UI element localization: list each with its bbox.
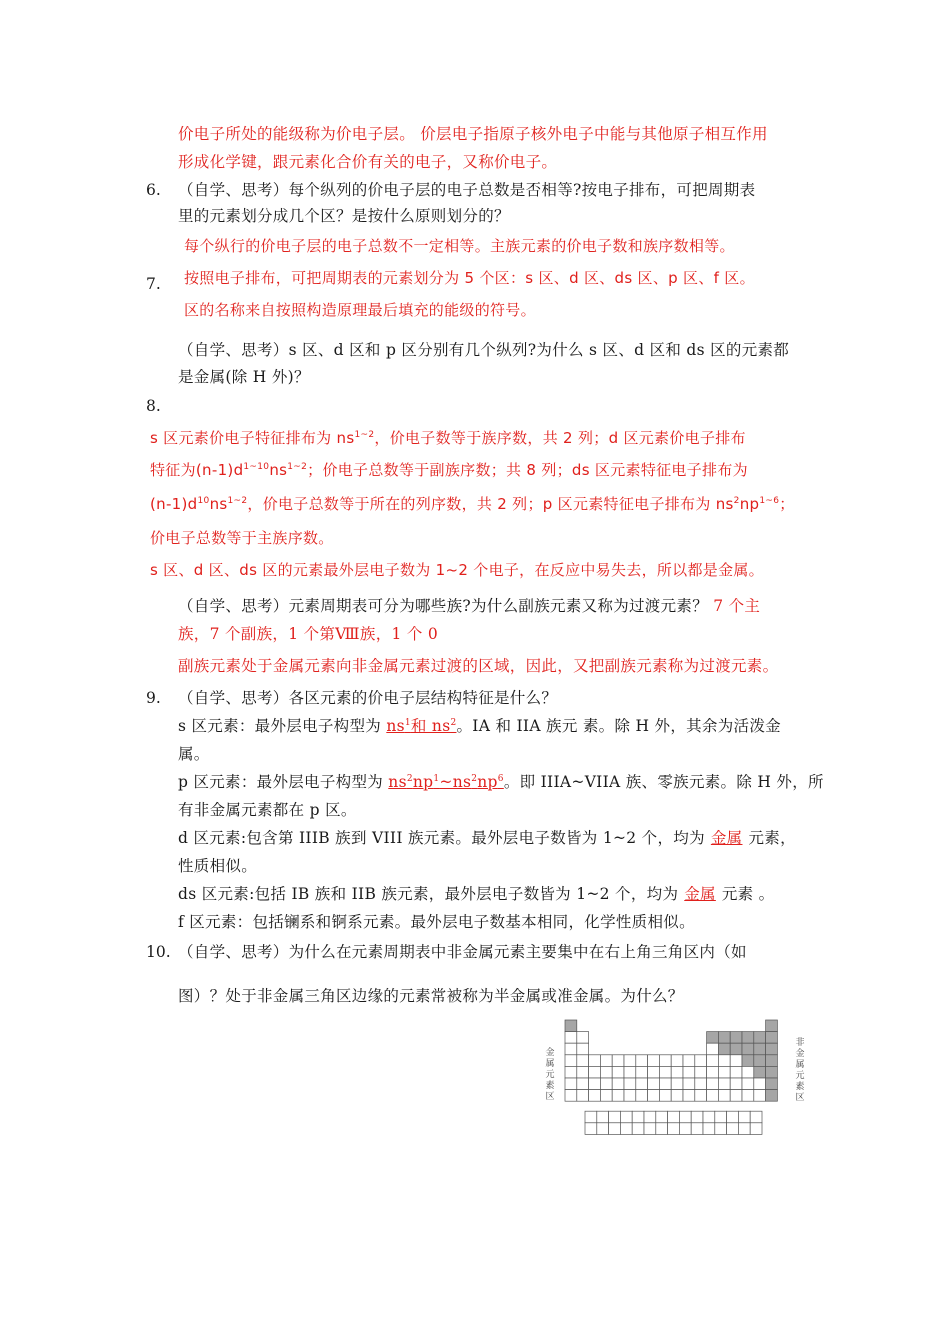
- f-block-cell: [644, 1123, 656, 1135]
- element-cell: [612, 1078, 624, 1090]
- f-block-cell: [668, 1111, 680, 1123]
- f-block-cell: [656, 1111, 668, 1123]
- f-block-cell: [727, 1123, 739, 1135]
- f-block-cell: [715, 1111, 727, 1123]
- q7-answer-line1: 按照电子排布，可把周期表的元素划分为 5 个区：s 区、d 区、ds 区、p 区、f 区。: [184, 269, 755, 287]
- element-cell: [718, 1043, 730, 1055]
- q9-d-block-line1: d 区元素:包含第 IIIB 族到 VIII 族元素。最外层电子数皆为 1~2 个，均为 金属 元素，: [178, 829, 796, 847]
- intro-answer-line2: 形成化学键，跟元素化合价有关的电子，又称价电子。: [178, 153, 558, 171]
- element-cell: [648, 1078, 660, 1090]
- element-cell: [624, 1055, 636, 1067]
- f-block-cell: [609, 1123, 621, 1135]
- element-cell: [659, 1078, 671, 1090]
- q9-f-block: f 区元素：包括镧系和锕系元素。最外层电子数基本相同，化学性质相似。: [178, 913, 695, 931]
- element-cell: [707, 1043, 719, 1055]
- element-cell: [589, 1078, 601, 1090]
- element-cell: [612, 1055, 624, 1067]
- element-cell: [730, 1055, 742, 1067]
- element-cell: [612, 1090, 624, 1102]
- q6-text-line1: （自学、思考）每个纵列的价电子层的电子总数是否相等?按电子排布，可把周期表: [178, 181, 756, 199]
- element-cell: [624, 1066, 636, 1078]
- element-cell: [742, 1090, 754, 1102]
- element-cell: [565, 1055, 577, 1067]
- f-block-cell: [727, 1111, 739, 1123]
- element-cell: [730, 1078, 742, 1090]
- element-cell: [766, 1020, 778, 1032]
- element-cell: [589, 1055, 601, 1067]
- q6-text-line2: 里的元素划分成几个区？是按什么原则划分的？: [178, 207, 510, 225]
- element-cell: [671, 1090, 683, 1102]
- element-cell: [589, 1090, 601, 1102]
- element-cell: [683, 1066, 695, 1078]
- q9-d-block-line2: 性质相似。: [178, 857, 258, 875]
- q8-answer-line5: s 区、d 区、ds 区的元素最外层电子数为 1~2 个电子，在反应中易失去，所以都是金属。: [150, 561, 764, 579]
- element-cell: [766, 1043, 778, 1055]
- element-cell: [730, 1032, 742, 1044]
- element-cell: [648, 1055, 660, 1067]
- element-cell: [718, 1055, 730, 1067]
- element-cell: [730, 1066, 742, 1078]
- element-cell: [683, 1055, 695, 1067]
- element-cell: [695, 1090, 707, 1102]
- element-cell: [636, 1090, 648, 1102]
- element-cell: [766, 1066, 778, 1078]
- element-cell: [683, 1078, 695, 1090]
- element-cell: [600, 1090, 612, 1102]
- element-cell: [730, 1043, 742, 1055]
- periodic-table-grid: [540, 1018, 812, 1148]
- element-cell: [683, 1090, 695, 1102]
- element-cell: [718, 1032, 730, 1044]
- element-cell: [707, 1078, 719, 1090]
- q8-answer-families: 族，7 个副族，1 个第Ⅷ族，1 个 0: [178, 625, 439, 643]
- question-number: 10.: [146, 943, 171, 961]
- q6-answer: 每个纵行的价电子层的电子总数不一定相等。主族元素的价电子数和族序数相等。: [184, 237, 735, 255]
- element-cell: [707, 1066, 719, 1078]
- f-block-cell: [679, 1123, 691, 1135]
- f-block-cell: [691, 1123, 703, 1135]
- f-block-cell: [620, 1111, 632, 1123]
- element-cell: [577, 1078, 589, 1090]
- element-cell: [742, 1066, 754, 1078]
- f-block-cell: [750, 1123, 762, 1135]
- periodic-table-figure: [540, 1018, 812, 1148]
- f-block-cell: [679, 1111, 691, 1123]
- f-block-cell: [620, 1123, 632, 1135]
- element-cell: [766, 1055, 778, 1067]
- q8-answer-line2: 特征为$(n-1)d^{1\sim 10}ns^{1\sim 2}$；价电子总数等于副族序数；共 8 列；ds 区元素特征电子排布为: [150, 461, 748, 479]
- q7-answer-line2: 区的名称来自按照构造原理最后填充的能级的符号。: [184, 301, 536, 319]
- element-cell: [742, 1043, 754, 1055]
- q8-question-line1: （自学、思考）元素周期表可分为哪些族?为什么副族元素又称为过渡元素？ 7 个主: [178, 597, 761, 615]
- f-block-cell: [738, 1111, 750, 1123]
- question-number: 7.: [146, 275, 161, 293]
- question-number: 8.: [146, 397, 161, 415]
- metal-region-label: 金 属 元 素 区: [545, 1048, 555, 1102]
- element-cell: [707, 1032, 719, 1044]
- element-cell: [600, 1066, 612, 1078]
- element-cell: [659, 1055, 671, 1067]
- element-cell: [636, 1066, 648, 1078]
- f-block-cell: [703, 1111, 715, 1123]
- element-cell: [577, 1055, 589, 1067]
- element-cell: [754, 1043, 766, 1055]
- element-cell: [671, 1055, 683, 1067]
- f-block-cell: [632, 1111, 644, 1123]
- element-cell: [695, 1078, 707, 1090]
- f-block-cell: [632, 1123, 644, 1135]
- element-cell: [636, 1055, 648, 1067]
- q9-s-block-line1: s 区元素：最外层电子构型为 $ns^1$和 $ns^2$。IA 和 IIA 族元 素。除 H 外，其余为活泼金: [178, 717, 781, 735]
- q7-text-line2: 是金属(除 H 外)？: [178, 368, 310, 386]
- element-cell: [636, 1078, 648, 1090]
- element-cell: [565, 1020, 577, 1032]
- element-cell: [648, 1066, 660, 1078]
- element-cell: [565, 1043, 577, 1055]
- q8-answer-line3: $(n-1)d^{10}ns^{1\sim 2}$，价电子总数等于所在的列序数，共 2 列；p 区元素特征电子排布为 $ns^2np^{1\sim 6}$；: [150, 495, 795, 513]
- element-cell: [624, 1090, 636, 1102]
- f-block-cell: [738, 1123, 750, 1135]
- q9-p-block-line1: p 区元素：最外层电子构型为 $ns^2np^1\sim ns^2np^6$。即 IIIA~VIIA 族、零族元素。除 H 外，所: [178, 773, 824, 791]
- element-cell: [754, 1032, 766, 1044]
- f-block-cell: [668, 1123, 680, 1135]
- f-block-cell: [597, 1123, 609, 1135]
- f-block-cell: [715, 1123, 727, 1135]
- element-cell: [671, 1066, 683, 1078]
- intro-answer-line1: 价电子所处的能级称为价电子层。 价层电子指原子核外电子中能与其他原子相互作用: [178, 125, 768, 143]
- q9-p-block-line2: 有非金属元素都在 p 区。: [178, 801, 357, 819]
- element-cell: [565, 1032, 577, 1044]
- element-cell: [565, 1078, 577, 1090]
- element-cell: [718, 1090, 730, 1102]
- f-block-cell: [703, 1123, 715, 1135]
- element-cell: [624, 1078, 636, 1090]
- element-cell: [754, 1055, 766, 1067]
- element-cell: [707, 1055, 719, 1067]
- element-cell: [754, 1090, 766, 1102]
- question-number: 6.: [146, 181, 161, 199]
- f-block-cell: [691, 1111, 703, 1123]
- f-block-cell: [609, 1111, 621, 1123]
- q8-answer-line4: 价电子总数等于主族序数。: [150, 529, 334, 547]
- element-cell: [766, 1078, 778, 1090]
- q9-text: （自学、思考）各区元素的价电子层结构特征是什么？: [178, 689, 558, 707]
- f-block-cell: [644, 1111, 656, 1123]
- element-cell: [742, 1055, 754, 1067]
- element-cell: [718, 1078, 730, 1090]
- element-cell: [600, 1078, 612, 1090]
- f-block-cell: [750, 1111, 762, 1123]
- element-cell: [754, 1066, 766, 1078]
- q8-answer-line1: s 区元素价电子特征排布为 $ns^{1\sim 2}$，价电子数等于族序数，共 2 列；d 区元素价电子排布: [150, 429, 746, 447]
- f-block-cell: [597, 1111, 609, 1123]
- element-cell: [612, 1066, 624, 1078]
- q7-text-line1: （自学、思考）s 区、d 区和 p 区分别有几个纵列?为什么 s 区、d 区和 ds 区的元素都: [178, 341, 790, 359]
- element-cell: [577, 1090, 589, 1102]
- q10-text-line1: （自学、思考）为什么在元素周期表中非金属元素主要集中在右上角三角区内（如: [178, 943, 747, 961]
- element-cell: [577, 1066, 589, 1078]
- question-number: 9.: [146, 689, 161, 707]
- nonmetal-region-label: 非 金 属 元 素 区: [795, 1038, 805, 1103]
- element-cell: [766, 1090, 778, 1102]
- element-cell: [707, 1090, 719, 1102]
- f-block-cell: [585, 1111, 597, 1123]
- element-cell: [565, 1066, 577, 1078]
- element-cell: [600, 1055, 612, 1067]
- f-block-cell: [656, 1123, 668, 1135]
- element-cell: [742, 1032, 754, 1044]
- element-cell: [577, 1032, 589, 1044]
- element-cell: [754, 1078, 766, 1090]
- element-cell: [589, 1066, 601, 1078]
- element-cell: [730, 1090, 742, 1102]
- element-cell: [766, 1032, 778, 1044]
- element-cell: [671, 1078, 683, 1090]
- element-cell: [695, 1066, 707, 1078]
- element-cell: [718, 1066, 730, 1078]
- f-block-cell: [585, 1123, 597, 1135]
- q8-answer-transition: 副族元素处于金属元素向非金属元素过渡的区域，因此，又把副族元素称为过渡元素。: [178, 657, 779, 675]
- element-cell: [648, 1090, 660, 1102]
- q9-ds-block: ds 区元素:包括 IB 族和 IIB 族元素，最外层电子数皆为 1~2 个，均为 金属 元素 。: [178, 885, 775, 903]
- element-cell: [659, 1090, 671, 1102]
- element-cell: [659, 1066, 671, 1078]
- q10-text-line2: 图）？处于非金属三角区边缘的元素常被称为半金属或准金属。为什么？: [178, 987, 684, 1005]
- element-cell: [695, 1055, 707, 1067]
- element-cell: [565, 1090, 577, 1102]
- element-cell: [577, 1043, 589, 1055]
- q9-s-block-line2: 属。: [178, 745, 210, 763]
- element-cell: [742, 1078, 754, 1090]
